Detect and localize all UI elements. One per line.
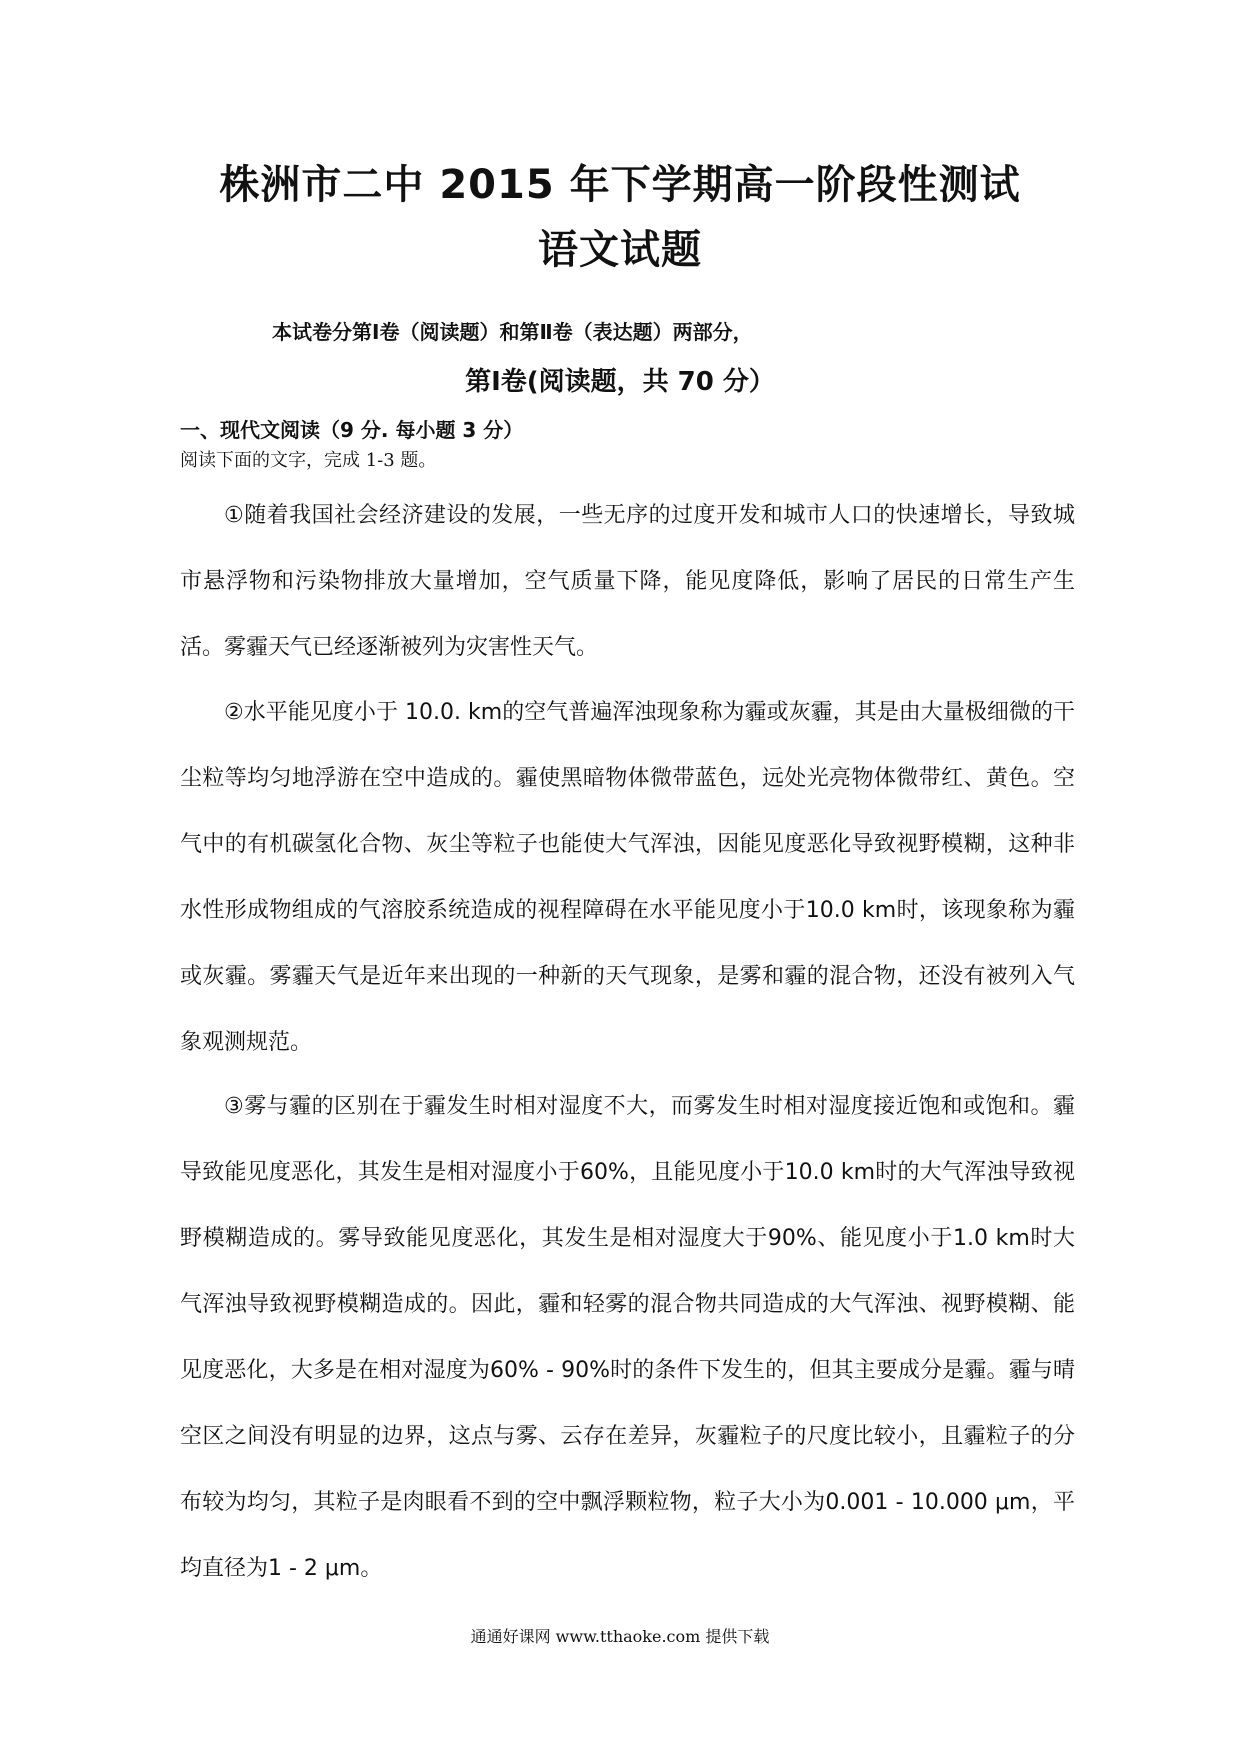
document-subtitle: 语文试题 [538,227,702,273]
question-heading: 一、现代文阅读（9 分. 每小题 3 分） [180,418,524,442]
exam-intro: 本试卷分第Ⅰ卷（阅读题）和第Ⅱ卷（表达题）两部分， [272,320,753,344]
paragraph-2: ②水平能见度小于 10.0. km的空气普遍浑浊现象称为霾或灰霾，其是由大量极细微的干尘粒等均匀地浮游在空中造成的。霾使黑暗物体微带蓝色，远处光亮物体微带红、黄色。空气中的有机碳氢化合物、灰尘等粒子也能使大气浑浊，因能见度恶化导致视野模糊，这种非水性形成物组成的气溶胶系统造成的视程障碍在水平能见度小于10.0 km时，该现象称为霾或灰霾。雾霾天气是近年来出现的一种新的天气现象，是雾和霾的混合物，还没有被列入气象观测规范。 [180,700,1075,1055]
section-title: 第Ⅰ卷(阅读题，共 70 分） [465,367,775,397]
question-instruction: 阅读下面的文字，完成 1-3 题。 [180,450,437,471]
paragraph-1: ①随着我国社会经济建设的发展，一些无序的过度开发和城市人口的快速增长，导致城市悬浮物和污染物排放大量增加，空气质量下降，能见度降低，影响了居民的日常生产生活。雾霾天气已经逐渐被列为灾害性天气。 [180,503,1075,660]
document-title: 株洲市二中 2015 年下学期高一阶段性测试 [219,162,1021,208]
footer-credit: 通通好课网 www.tthaoke.com 提供下载 [470,1627,770,1646]
paragraph-3: ③雾与霾的区别在于霾发生时相对湿度不大，而雾发生时相对湿度接近饱和或饱和。霾导致能见度恶化，其发生是相对湿度小于60%，且能见度小于10.0 km时的大气浑浊导致视野模糊造成的。雾导致能见度恶化，其发生是相对湿度大于90%、能见度小于1.0 km时大气浑浊导致视野模糊造成的。因此，霾和轻雾的混合物共同造成的大气浑浊、视野模糊、能见度恶化，大多是在相对湿度为60% - 90%时的条件下发生的，但其主要成分是霾。霾与晴空区之间没有明显的边界，这点与雾、云存在差异，灰霾粒子的尺度比较小，且霾粒子的分布较为均匀，其粒子是肉眼看不到的空中飘浮颗粒物，粒子大小为0.001 - 10.000 μm，平均直径为1 - 2 μm。 [180,1094,1075,1581]
